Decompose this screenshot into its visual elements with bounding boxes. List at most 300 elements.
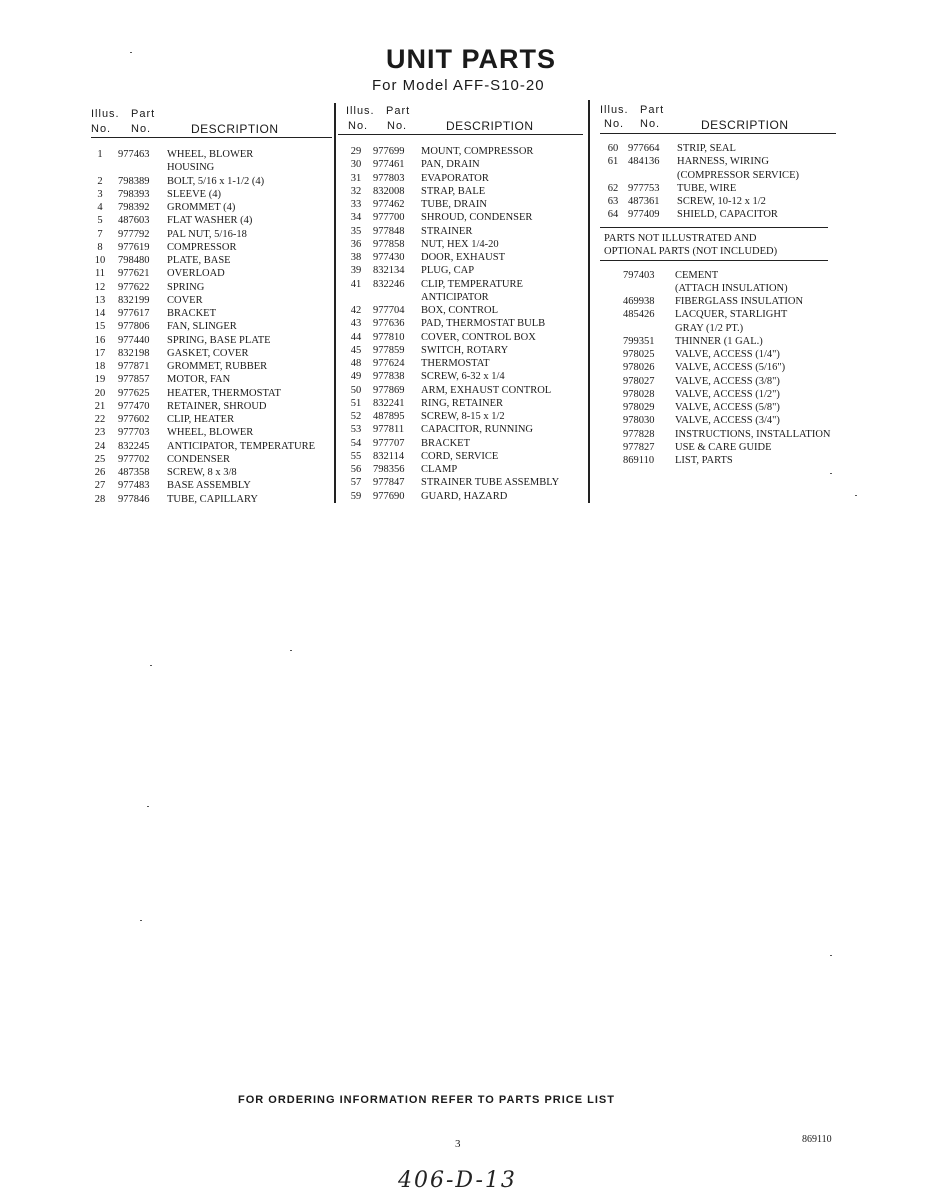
part-number: 832114	[373, 450, 405, 462]
part-number: 978026	[623, 362, 655, 374]
part-description: FLAT WASHER (4)	[167, 215, 253, 227]
part-description: STRIP, SEAL	[677, 143, 736, 154]
part-number: 487603	[118, 215, 150, 227]
part-number: 798480	[118, 255, 150, 266]
illus-number: 43	[350, 318, 362, 330]
parts-list	[91, 148, 332, 506]
part-number: 977440	[118, 334, 150, 346]
parts-row	[338, 304, 583, 317]
page-title: UNIT PARTS	[386, 44, 556, 74]
column-divider	[588, 100, 590, 503]
illus-number: 7	[97, 228, 103, 240]
part-number: 977827	[623, 441, 655, 453]
part-number: 978028	[623, 388, 655, 400]
parts-row	[338, 172, 583, 185]
illus-number: 4	[97, 202, 103, 213]
header-no: No.	[348, 120, 369, 132]
part-description: SCREW, 8 x 3/8	[167, 467, 237, 478]
parts-row	[91, 228, 332, 241]
parts-row	[338, 357, 583, 370]
part-description: PLATE, BASE	[167, 255, 231, 266]
illus-number: 21	[94, 400, 106, 412]
part-number: 978025	[623, 349, 655, 360]
part-number: 977858	[373, 238, 405, 250]
part-description: COVER	[167, 294, 203, 306]
part-description: HARNESS, WIRING	[677, 156, 769, 168]
part-description: WHEEL, BLOWER	[167, 149, 254, 160]
parts-row	[600, 308, 836, 321]
part-number: 977859	[373, 344, 405, 356]
part-number: 977470	[118, 400, 150, 412]
part-description: VALVE, ACCESS (1/4")	[675, 349, 780, 360]
parts-row	[338, 344, 583, 357]
parts-row	[600, 322, 836, 335]
parts-row	[91, 400, 332, 413]
part-description: USE & CARE GUIDE	[675, 441, 772, 453]
parts-row	[338, 397, 583, 410]
part-description: COVER, CONTROL BOX	[421, 331, 536, 343]
part-number: 832199	[118, 294, 150, 306]
part-description: BOX, CONTROL	[421, 305, 499, 316]
parts-row	[600, 428, 836, 441]
header-illus: Illus.	[600, 104, 629, 116]
illus-number: 13	[94, 294, 106, 306]
part-number: 977625	[118, 387, 150, 399]
part-description: FAN, SLINGER	[167, 321, 237, 333]
illus-number: 30	[350, 159, 362, 171]
parts-row	[91, 267, 332, 280]
parts-row	[91, 479, 332, 492]
part-number: 977828	[623, 428, 655, 440]
handwritten-note: 406-D-13	[398, 1168, 517, 1193]
illus-number: 61	[607, 156, 619, 168]
part-description: BRACKET	[421, 437, 471, 449]
illus-number: 36	[350, 238, 362, 250]
parts-row	[338, 384, 583, 397]
part-description: GRAY (1/2 PT.)	[675, 322, 744, 334]
parts-row	[91, 493, 332, 506]
part-number: 977636	[373, 318, 405, 330]
part-description: RETAINER, SHROUD	[167, 400, 267, 412]
part-description: LIST, PARTS	[675, 455, 733, 466]
scan-speck	[290, 650, 292, 651]
part-description: INSTRUCTIONS, INSTALLATION	[675, 428, 831, 440]
illus-number: 17	[94, 347, 106, 359]
part-description: CEMENT	[675, 269, 719, 281]
part-number: 977700	[373, 212, 405, 224]
parts-row	[91, 294, 332, 307]
parts-row	[600, 388, 836, 401]
header-description: DESCRIPTION	[191, 122, 279, 136]
page-number: 3	[455, 1138, 461, 1150]
parts-row	[600, 269, 836, 282]
part-number: 977704	[373, 305, 405, 316]
part-description: ARM, EXHAUST CONTROL	[421, 384, 552, 396]
illus-number: 60	[607, 143, 619, 154]
parts-row	[338, 158, 583, 171]
part-description: THINNER (1 GAL.)	[675, 335, 763, 347]
column-header	[91, 105, 332, 138]
part-description: DOOR, EXHAUST	[421, 252, 505, 263]
illus-number: 16	[94, 334, 106, 346]
part-number: 977602	[118, 414, 150, 425]
part-description: SLEEVE (4)	[167, 188, 221, 200]
part-description: COMPRESSOR	[167, 241, 237, 253]
part-number: 977846	[118, 493, 150, 505]
optional-heading-line-1: PARTS NOT ILLUSTRATED AND	[604, 232, 757, 244]
part-description: PAN, DRAIN	[421, 159, 480, 171]
page-subtitle: For Model AFF-S10-20	[372, 77, 545, 94]
optional-parts-list	[600, 269, 836, 468]
parts-row	[91, 254, 332, 267]
parts-row	[600, 182, 836, 195]
parts-row	[338, 450, 583, 463]
column-header	[338, 102, 583, 135]
parts-row	[91, 148, 332, 161]
part-description: EVAPORATOR	[421, 172, 489, 184]
parts-row	[91, 175, 332, 188]
part-number: 869110	[623, 455, 655, 466]
part-description: THERMOSTAT	[421, 358, 490, 369]
parts-row	[600, 169, 836, 182]
parts-row	[600, 454, 836, 467]
part-number: 977703	[118, 427, 150, 439]
header-no: No.	[604, 118, 625, 130]
part-description: SCREW, 10-12 x 1/2	[677, 196, 766, 207]
scan-speck	[150, 665, 152, 666]
illus-number: 8	[97, 241, 103, 253]
part-number: 798393	[118, 188, 150, 200]
parts-row	[338, 238, 583, 251]
parts-row	[338, 490, 583, 503]
part-description: STRAP, BALE	[421, 185, 486, 197]
part-number: 832134	[373, 265, 405, 277]
part-description: SPRING, BASE PLATE	[167, 334, 271, 346]
column-divider	[334, 103, 336, 503]
parts-row	[91, 334, 332, 347]
part-number: 977792	[118, 228, 150, 240]
scan-speck	[830, 955, 832, 956]
parts-row	[91, 201, 332, 214]
illus-number: 51	[350, 397, 362, 409]
header-illus: Illus.	[346, 105, 375, 117]
illus-number: 33	[350, 199, 362, 210]
illus-number: 63	[607, 196, 619, 207]
scan-speck	[830, 473, 832, 474]
parts-row	[91, 188, 332, 201]
part-description: ANTICIPATOR, TEMPERATURE	[167, 440, 315, 452]
illus-number: 53	[350, 424, 362, 436]
parts-row	[600, 375, 836, 388]
parts-row	[338, 423, 583, 436]
part-description: VALVE, ACCESS (5/16")	[675, 362, 786, 374]
illus-number: 1	[97, 149, 103, 160]
scan-speck	[130, 52, 132, 53]
illus-number: 14	[94, 308, 106, 319]
parts-row	[91, 373, 332, 386]
header-no: No.	[91, 123, 112, 135]
illus-number: 42	[350, 305, 362, 316]
part-number: 798392	[118, 202, 150, 213]
illus-number: 23	[94, 427, 106, 439]
part-description: BOLT, 5/16 x 1-1/2 (4)	[167, 175, 265, 187]
parts-row	[338, 278, 583, 291]
illus-number: 44	[350, 331, 362, 343]
illus-number: 24	[94, 440, 106, 452]
illus-number: 2	[97, 175, 103, 187]
illus-number: 29	[350, 146, 362, 157]
parts-row	[600, 335, 836, 348]
parts-row	[91, 387, 332, 400]
parts-row	[91, 347, 332, 360]
part-description: TUBE, WIRE	[677, 182, 737, 194]
illus-number: 34	[350, 212, 362, 224]
part-description: VALVE, ACCESS (3/8")	[675, 375, 780, 387]
part-description: MOTOR, FAN	[167, 374, 231, 386]
part-number: 832241	[373, 397, 405, 409]
part-description: SCREW, 8-15 x 1/2	[421, 411, 505, 422]
part-number: 977617	[118, 308, 150, 319]
document-number: 869110	[802, 1134, 832, 1145]
part-number: 977664	[628, 143, 660, 154]
part-description: STRAINER	[421, 225, 473, 237]
parts-row	[91, 413, 332, 426]
part-description: GUARD, HAZARD	[421, 490, 508, 502]
part-number: 977430	[373, 252, 405, 263]
scan-speck	[147, 806, 149, 807]
part-number: 977810	[373, 331, 405, 343]
part-description: CAPACITOR, RUNNING	[421, 424, 534, 436]
optional-heading-line-2: OPTIONAL PARTS (NOT INCLUDED)	[604, 245, 778, 257]
illus-number: 22	[94, 414, 106, 425]
part-description: CONDENSER	[167, 453, 231, 465]
illus-number: 54	[350, 437, 362, 449]
header-part-no: No.	[640, 118, 661, 130]
part-description: (COMPRESSOR SERVICE)	[677, 169, 799, 181]
illus-number: 41	[350, 278, 362, 290]
part-description: SWITCH, ROTARY	[421, 344, 509, 356]
parts-row	[600, 414, 836, 427]
part-number: 485426	[623, 309, 655, 321]
part-number: 977838	[373, 371, 405, 383]
illus-number: 39	[350, 265, 362, 277]
part-number: 977624	[373, 358, 405, 369]
part-description: TUBE, CAPILLARY	[167, 493, 259, 505]
part-number: 798389	[118, 175, 150, 187]
parts-row	[91, 281, 332, 294]
part-description: VALVE, ACCESS (3/4")	[675, 415, 780, 427]
part-number: 977857	[118, 374, 150, 386]
parts-row	[600, 155, 836, 168]
part-number: 977699	[373, 146, 405, 157]
part-description: PAD, THERMOSTAT BULB	[421, 318, 546, 330]
part-description: LACQUER, STARLIGHT	[675, 309, 788, 321]
parts-row	[91, 426, 332, 439]
part-description: BASE ASSEMBLY	[167, 480, 251, 492]
part-number: 977409	[628, 209, 660, 221]
header-illus: Illus.	[91, 108, 120, 120]
header-description: DESCRIPTION	[701, 118, 789, 132]
illus-number: 20	[94, 387, 106, 399]
parts-row	[91, 161, 332, 174]
part-number: 797403	[623, 269, 655, 281]
part-description: CORD, SERVICE	[421, 450, 499, 462]
parts-row	[338, 437, 583, 450]
parts-row	[338, 251, 583, 264]
part-description: FIBERGLASS INSULATION	[675, 296, 804, 307]
header-description: DESCRIPTION	[446, 119, 534, 133]
part-number: 832246	[373, 278, 405, 290]
parts-row	[600, 208, 836, 221]
parts-row	[338, 185, 583, 198]
illus-number: 25	[94, 453, 106, 465]
illus-number: 49	[350, 371, 362, 383]
parts-row	[338, 211, 583, 224]
column-header	[600, 101, 836, 134]
header-part: Part	[640, 104, 665, 116]
part-description: PLUG, CAP	[421, 265, 475, 277]
part-description: NUT, HEX 1/4-20	[421, 238, 499, 250]
part-number: 977462	[373, 199, 405, 210]
part-description: SCREW, 6-32 x 1/4	[421, 371, 505, 383]
part-number: 798356	[373, 464, 405, 475]
illus-number: 55	[350, 450, 362, 462]
part-number: 832245	[118, 440, 150, 452]
parts-row	[600, 282, 836, 295]
parts-row	[91, 466, 332, 479]
optional-parts-heading	[600, 227, 828, 261]
part-number: 832198	[118, 347, 150, 359]
parts-row	[91, 320, 332, 333]
part-number: 977483	[118, 480, 150, 492]
part-description: (ATTACH INSULATION)	[675, 282, 788, 294]
illus-number: 59	[350, 490, 362, 502]
illus-number: 10	[94, 255, 106, 266]
parts-row	[338, 264, 583, 277]
parts-row	[338, 317, 583, 330]
part-description: TUBE, DRAIN	[421, 199, 487, 210]
parts-row	[338, 145, 583, 158]
ordering-info: FOR ORDERING INFORMATION REFER TO PARTS PRICE LIST	[238, 1094, 615, 1106]
part-description: SHIELD, CAPACITOR	[677, 209, 778, 221]
part-number: 977806	[118, 321, 150, 333]
part-number: 978030	[623, 415, 655, 427]
illus-number: 3	[97, 188, 103, 200]
part-description: CLAMP	[421, 464, 458, 475]
illus-number: 32	[350, 185, 362, 197]
parts-column-1	[91, 105, 332, 506]
part-number: 487358	[118, 467, 150, 478]
header-part-no: No.	[387, 120, 408, 132]
parts-row	[600, 295, 836, 308]
parts-row	[338, 291, 583, 304]
part-number: 977622	[118, 281, 150, 293]
part-number: 977803	[373, 172, 405, 184]
parts-row	[600, 361, 836, 374]
part-number: 977707	[373, 437, 405, 449]
illus-number: 19	[94, 374, 106, 386]
parts-row	[338, 225, 583, 238]
header-part: Part	[386, 105, 411, 117]
part-description: SHROUD, CONDENSER	[421, 212, 533, 224]
scan-speck	[855, 495, 857, 496]
part-number: 977461	[373, 159, 405, 171]
illus-number: 38	[350, 252, 362, 263]
part-description: ANTICIPATOR	[421, 291, 489, 303]
parts-row	[600, 142, 836, 155]
part-description: GROMMET, RUBBER	[167, 361, 268, 372]
part-number: 977848	[373, 225, 405, 237]
part-description: HEATER, THERMOSTAT	[167, 387, 281, 399]
part-description: STRAINER TUBE ASSEMBLY	[421, 477, 560, 489]
parts-column-2	[338, 102, 583, 503]
part-number: 977463	[118, 149, 150, 160]
part-number: 799351	[623, 335, 655, 347]
part-description: VALVE, ACCESS (1/2")	[675, 388, 780, 400]
part-number: 977871	[118, 361, 150, 372]
parts-row	[338, 476, 583, 489]
part-description: PAL NUT, 5/16-18	[167, 228, 247, 240]
illus-number: 48	[350, 358, 362, 369]
parts-row	[338, 463, 583, 476]
parts-row	[600, 401, 836, 414]
part-number: 977621	[118, 268, 150, 280]
parts-row	[91, 440, 332, 453]
illus-number: 62	[607, 182, 619, 194]
part-number: 978029	[623, 402, 655, 413]
part-description: BRACKET	[167, 308, 217, 319]
part-number: 977869	[373, 384, 405, 396]
part-description: CLIP, TEMPERATURE	[421, 278, 523, 290]
header-part: Part	[131, 108, 156, 120]
part-description: HOUSING	[167, 162, 215, 174]
illus-number: 11	[94, 268, 106, 280]
illus-number: 57	[350, 477, 362, 489]
illus-number: 12	[94, 281, 106, 293]
illus-number: 52	[350, 411, 362, 422]
part-number: 484136	[628, 156, 660, 168]
illus-number: 45	[350, 344, 362, 356]
part-number: 469938	[623, 296, 655, 307]
illus-number: 64	[607, 209, 619, 221]
illus-number: 35	[350, 225, 362, 237]
parts-row	[600, 441, 836, 454]
illus-number: 27	[94, 480, 106, 492]
parts-row	[338, 370, 583, 383]
parts-row	[338, 331, 583, 344]
part-description: OVERLOAD	[167, 268, 225, 280]
part-description: CLIP, HEATER	[167, 414, 235, 425]
illus-number: 31	[350, 172, 362, 184]
parts-column-3	[600, 101, 836, 467]
parts-row	[91, 241, 332, 254]
part-description: GROMMET (4)	[167, 202, 236, 213]
header-part-no: No.	[131, 123, 152, 135]
parts-row	[91, 360, 332, 373]
illus-number: 5	[97, 215, 103, 227]
parts-list	[600, 142, 836, 222]
parts-row	[91, 214, 332, 227]
part-number: 977702	[118, 453, 150, 465]
parts-row	[600, 348, 836, 361]
parts-row	[91, 453, 332, 466]
part-number: 487895	[373, 411, 405, 422]
part-description: VALVE, ACCESS (5/8")	[675, 402, 780, 413]
parts-row	[338, 410, 583, 423]
scan-speck	[140, 920, 142, 921]
illus-number: 15	[94, 321, 106, 333]
part-number: 977753	[628, 182, 660, 194]
